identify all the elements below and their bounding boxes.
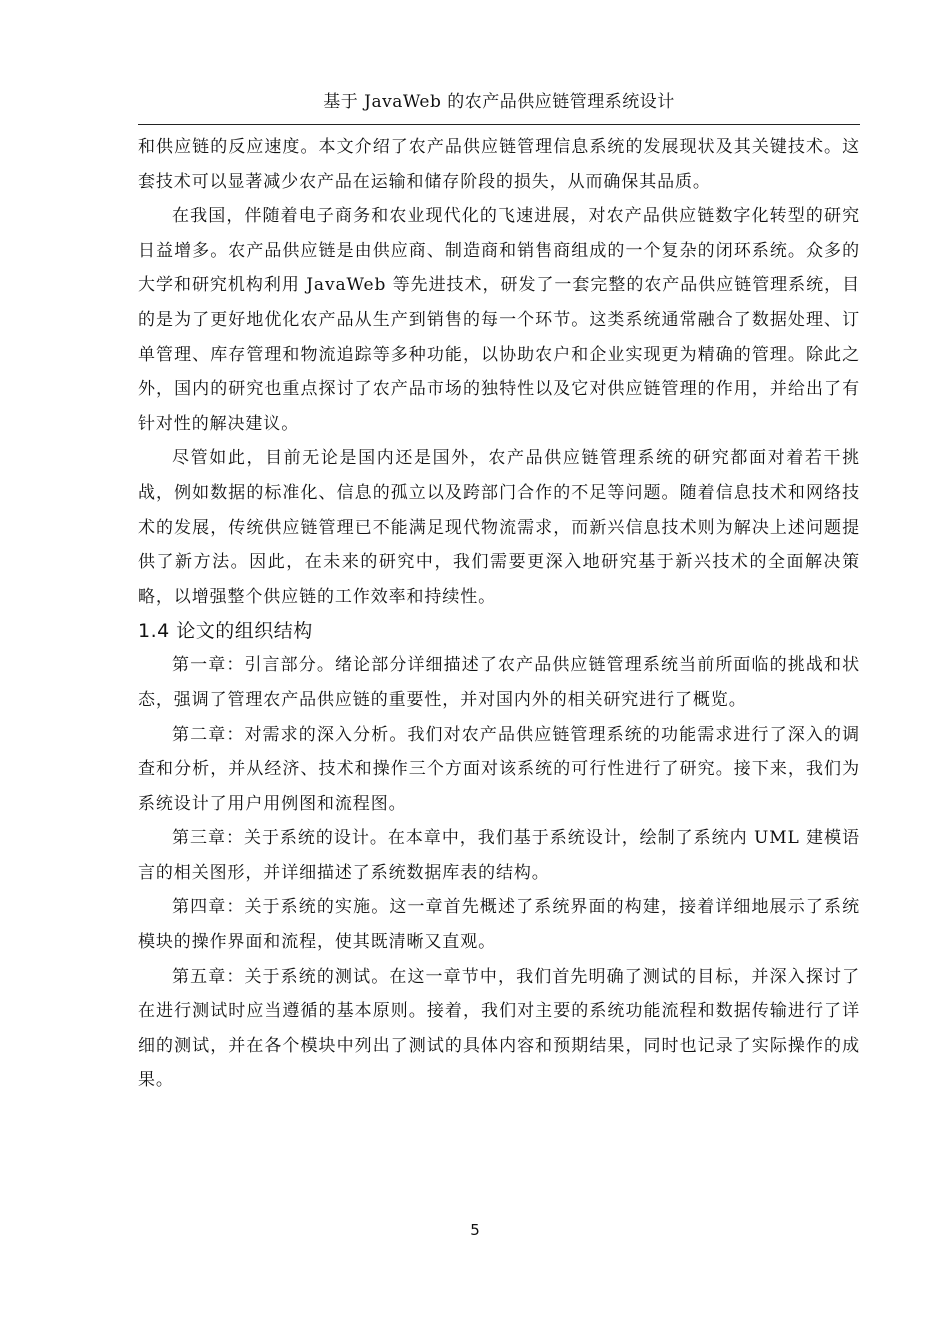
paragraph-challenges: 尽管如此，目前无论是国内还是国外，农产品供应链管理系统的研究都面对着若干挑战，例如数据的标准化、信息的孤立以及跨部门合作的不足等问题。随着信息技术和网络技术的发展，传统供应链管理已不能满足现代物流需求，而新兴信息技术则为解决上述问题提供了新方法。因此，在未来的研究中，我们需要更深入地研究基于新兴技术的全面解决策略，以增强整个供应链的工作效率和持续性。 [138,448,860,607]
paragraph-chapter-3: 第三章：关于系统的设计。在本章中，我们基于系统设计，绘制了系统内 UML 建模语言的相关图形，并详细描述了系统数据库表的结构。 [138,828,860,883]
header-rule [138,124,860,125]
paragraph-continued: 和供应链的反应速度。本文介绍了农产品供应链管理信息系统的发展现状及其关键技术。这套技术可以显著减少农产品在运输和储存阶段的损失，从而确保其品质。 [138,137,860,192]
paragraph-chapter-1: 第一章：引言部分。绪论部分详细描述了农产品供应链管理系统当前所面临的挑战和状态，强调了管理农产品供应链的重要性，并对国内外的相关研究进行了概览。 [138,655,860,710]
running-header: 基于 JavaWeb 的农产品供应链管理系统设计 [323,92,675,112]
page-number: 5 [470,1221,480,1239]
document-body [138,130,860,1098]
paragraph-chapter-4: 第四章：关于系统的实施。这一章首先概述了系统界面的构建，接着详细地展示了系统模块的操作界面和流程，使其既清晰又直观。 [138,897,860,953]
paragraph-domestic-research: 在我国，伴随着电子商务和农业现代化的飞速进展，对农产品供应链数字化转型的研究日益增多。农产品供应链是由供应商、制造商和销售商组成的一个复杂的闭环系统。众多的大学和研究机构利用 JavaWeb 等先进技术，研发了一套完整的农产品供应链管理系统，目的是为了更好地优化农产品从生产到销售的每一个环节。这类系统通常融合了数据处理、订单管理、库存管理和物流追踪等多种功能，以协助农户和企业实现更为精确的管理。除此之外，国内的研究也重点探讨了农产品市场的独特性以及它对供应链管理的作用，并给出了有针对性的解决建议。 [138,206,860,434]
paragraph-chapter-2: 第二章：对需求的深入分析。我们对农产品供应链管理系统的功能需求进行了深入的调查和分析，并从经济、技术和操作三个方面对该系统的可行性进行了研究。接下来，我们为系统设计了用户用例图和流程图。 [138,724,860,814]
paragraph-chapter-5: 第五章：关于系统的测试。在这一章节中，我们首先明确了测试的目标，并深入探讨了在进行测试时应当遵循的基本原则。接着，我们对主要的系统功能流程和数据传输进行了详细的测试，并在各个模块中列出了测试的具体内容和预期结果，同时也记录了实际操作的成果。 [138,966,860,1091]
section-heading: 1.4 论文的组织结构 [138,620,313,643]
